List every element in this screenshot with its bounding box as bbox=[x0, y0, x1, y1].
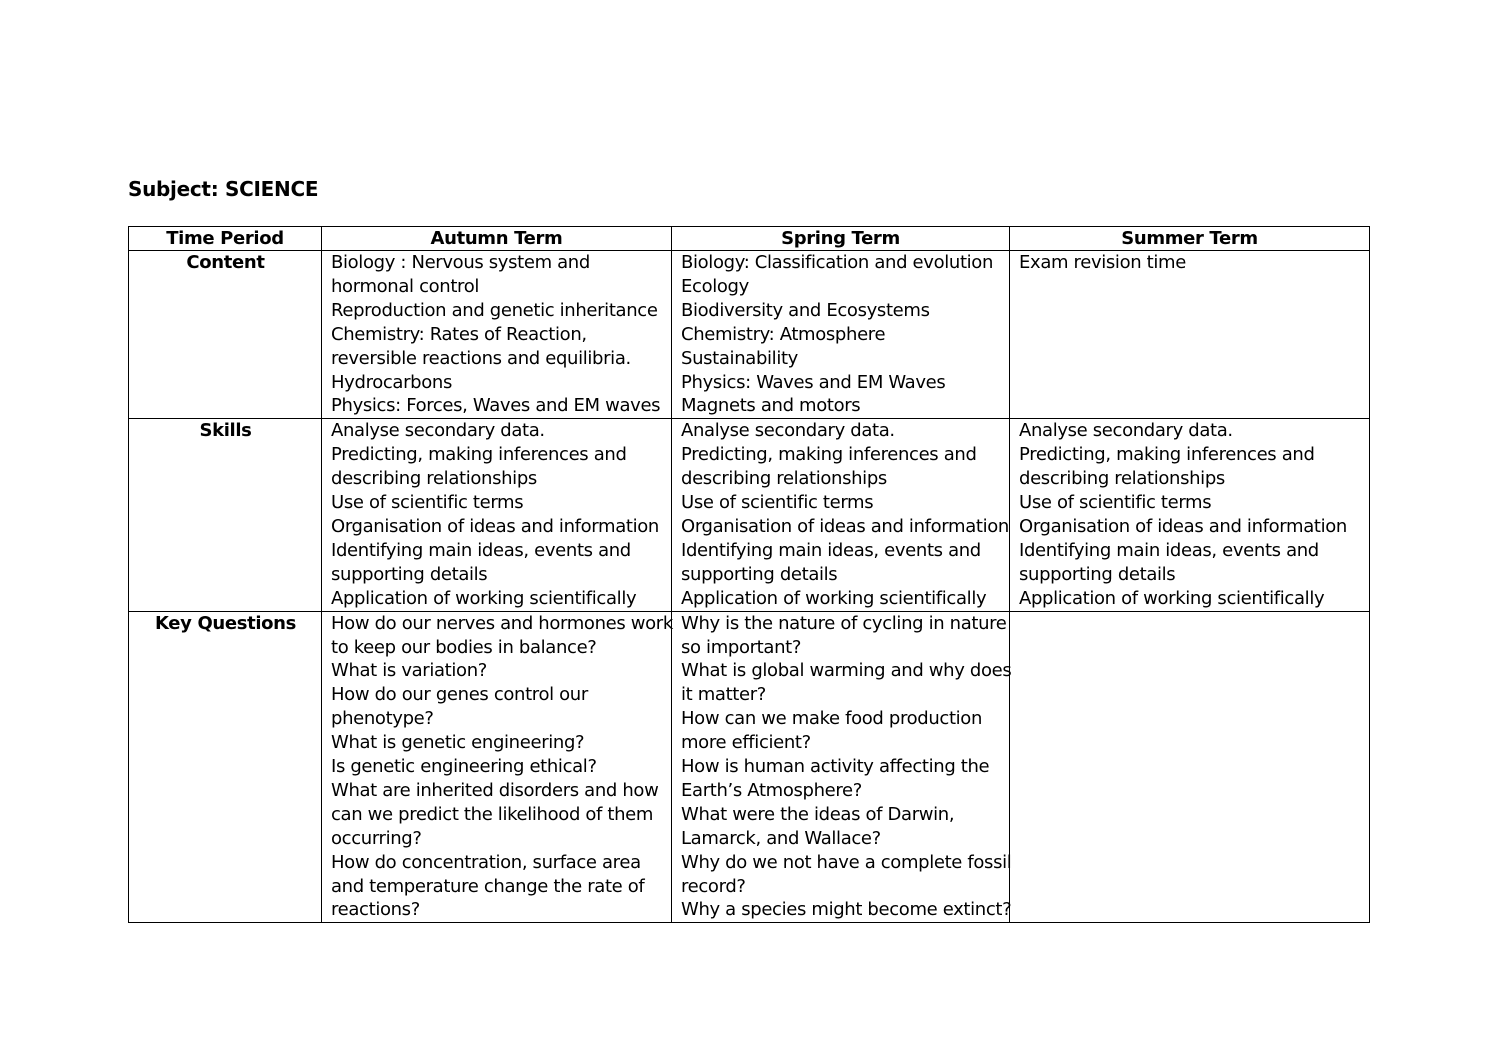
row-label-content: Content bbox=[129, 251, 322, 419]
row-label-skills: Skills bbox=[129, 419, 322, 611]
cell-line: it matter? bbox=[681, 684, 766, 706]
cell-line: What were the ideas of Darwin, bbox=[681, 803, 955, 825]
page-title: Subject: SCIENCE bbox=[128, 177, 319, 201]
cell-line: Exam revision time bbox=[1019, 252, 1186, 273]
cell-line: Lamarck, and Wallace? bbox=[681, 827, 881, 849]
cell-key-questions-summer bbox=[1010, 611, 1370, 923]
cell-line: Sustainability bbox=[681, 347, 798, 369]
table-row-skills bbox=[129, 419, 1370, 611]
cell-line: What is genetic engineering? bbox=[331, 732, 585, 754]
cell-line: supporting details bbox=[681, 563, 838, 585]
cell-line: Predicting, making inferences and bbox=[1019, 444, 1315, 466]
cell-line: Application of working scientifically bbox=[331, 587, 637, 609]
cell-line: How do concentration, surface area bbox=[331, 851, 641, 873]
cell-line: phenotype? bbox=[331, 708, 434, 730]
cell-line: What are inherited disorders and how bbox=[331, 779, 659, 801]
table-row-key-questions bbox=[129, 611, 1370, 923]
cell-line: Organisation of ideas and information bbox=[681, 515, 1009, 537]
cell-line: Magnets and motors bbox=[681, 395, 861, 417]
cell-line: Use of scientific terms bbox=[1019, 492, 1212, 514]
cell-line: Identifying main ideas, events and bbox=[1019, 539, 1319, 561]
cell-line: can we predict the likelihood of them bbox=[331, 803, 654, 825]
row-label-key-questions: Key Questions bbox=[129, 611, 322, 923]
header-autumn-term: Autumn Term bbox=[322, 227, 672, 251]
cell-skills-summer bbox=[1010, 419, 1370, 611]
cell-line: reversible reactions and equilibria. bbox=[331, 347, 631, 369]
cell-line: to keep our bodies in balance? bbox=[331, 636, 597, 658]
cell-line: Application of working scientifically bbox=[681, 587, 987, 609]
cell-line: Hydrocarbons bbox=[331, 371, 452, 393]
cell-line: How can we make food production bbox=[681, 708, 983, 730]
header-time-period: Time Period bbox=[129, 227, 322, 251]
cell-line: record? bbox=[681, 875, 746, 897]
cell-line: How is human activity affecting the bbox=[681, 756, 990, 778]
cell-line: Application of working scientifically bbox=[1019, 587, 1325, 609]
cell-line: Predicting, making inferences and bbox=[681, 444, 977, 466]
cell-line: Use of scientific terms bbox=[331, 492, 524, 514]
cell-line: How do our nerves and hormones work bbox=[331, 612, 673, 634]
cell-line: describing relationships bbox=[1019, 468, 1225, 490]
cell-line: Biology : Nervous system and bbox=[331, 252, 590, 273]
cell-line: Why do we not have a complete fossil bbox=[681, 851, 1012, 873]
curriculum-table bbox=[128, 226, 1370, 923]
cell-line: Organisation of ideas and information bbox=[1019, 515, 1347, 537]
cell-key-questions-autumn bbox=[322, 611, 672, 923]
cell-line: Organisation of ideas and information bbox=[331, 515, 659, 537]
cell-line: Chemistry: Atmosphere bbox=[681, 323, 886, 345]
cell-line: Why is the nature of cycling in nature bbox=[681, 612, 1007, 634]
cell-line: hormonal control bbox=[331, 275, 480, 297]
cell-content-autumn bbox=[322, 251, 672, 419]
cell-line: Ecology bbox=[681, 275, 749, 297]
cell-line: How do our genes control our bbox=[331, 684, 588, 706]
cell-line: supporting details bbox=[331, 563, 488, 585]
cell-line: Is genetic engineering ethical? bbox=[331, 756, 597, 778]
cell-line: What is variation? bbox=[331, 660, 487, 682]
cell-line: Analyse secondary data. bbox=[681, 420, 895, 442]
cell-line: Identifying main ideas, events and bbox=[331, 539, 631, 561]
cell-line: Physics: Forces, Waves and EM waves bbox=[331, 395, 661, 417]
cell-key-questions-spring bbox=[672, 611, 1010, 923]
cell-line: describing relationships bbox=[681, 468, 887, 490]
cell-line: occurring? bbox=[331, 827, 422, 849]
cell-line: Analyse secondary data. bbox=[1019, 420, 1233, 442]
cell-line: supporting details bbox=[1019, 563, 1176, 585]
cell-line: Reproduction and genetic inheritance bbox=[331, 299, 658, 321]
cell-line: more efficient? bbox=[681, 732, 811, 754]
cell-line: reactions? bbox=[331, 899, 420, 921]
cell-line: Identifying main ideas, events and bbox=[681, 539, 981, 561]
header-summer-term: Summer Term bbox=[1010, 227, 1370, 251]
cell-line: Analyse secondary data. bbox=[331, 420, 545, 442]
cell-line: Biology: Classification and evolution bbox=[681, 252, 994, 273]
cell-line: Physics: Waves and EM Waves bbox=[681, 371, 946, 393]
cell-skills-spring bbox=[672, 419, 1010, 611]
cell-content-spring bbox=[672, 251, 1010, 419]
cell-line: What is global warming and why does bbox=[681, 660, 1012, 682]
cell-line: Use of scientific terms bbox=[681, 492, 874, 514]
cell-line: describing relationships bbox=[331, 468, 537, 490]
cell-line: and temperature change the rate of bbox=[331, 875, 645, 897]
cell-line: Chemistry: Rates of Reaction, bbox=[331, 323, 587, 345]
cell-line: Predicting, making inferences and bbox=[331, 444, 627, 466]
cell-content-summer bbox=[1010, 251, 1370, 419]
cell-skills-autumn bbox=[322, 419, 672, 611]
cell-line: so important? bbox=[681, 636, 802, 658]
cell-line: Biodiversity and Ecosystems bbox=[681, 299, 930, 321]
cell-line: Why a species might become extinct? bbox=[681, 899, 1012, 921]
table-row-content bbox=[129, 251, 1370, 419]
cell-line: Earth’s Atmosphere? bbox=[681, 779, 862, 801]
header-spring-term: Spring Term bbox=[672, 227, 1010, 251]
table-header-row bbox=[129, 227, 1370, 251]
